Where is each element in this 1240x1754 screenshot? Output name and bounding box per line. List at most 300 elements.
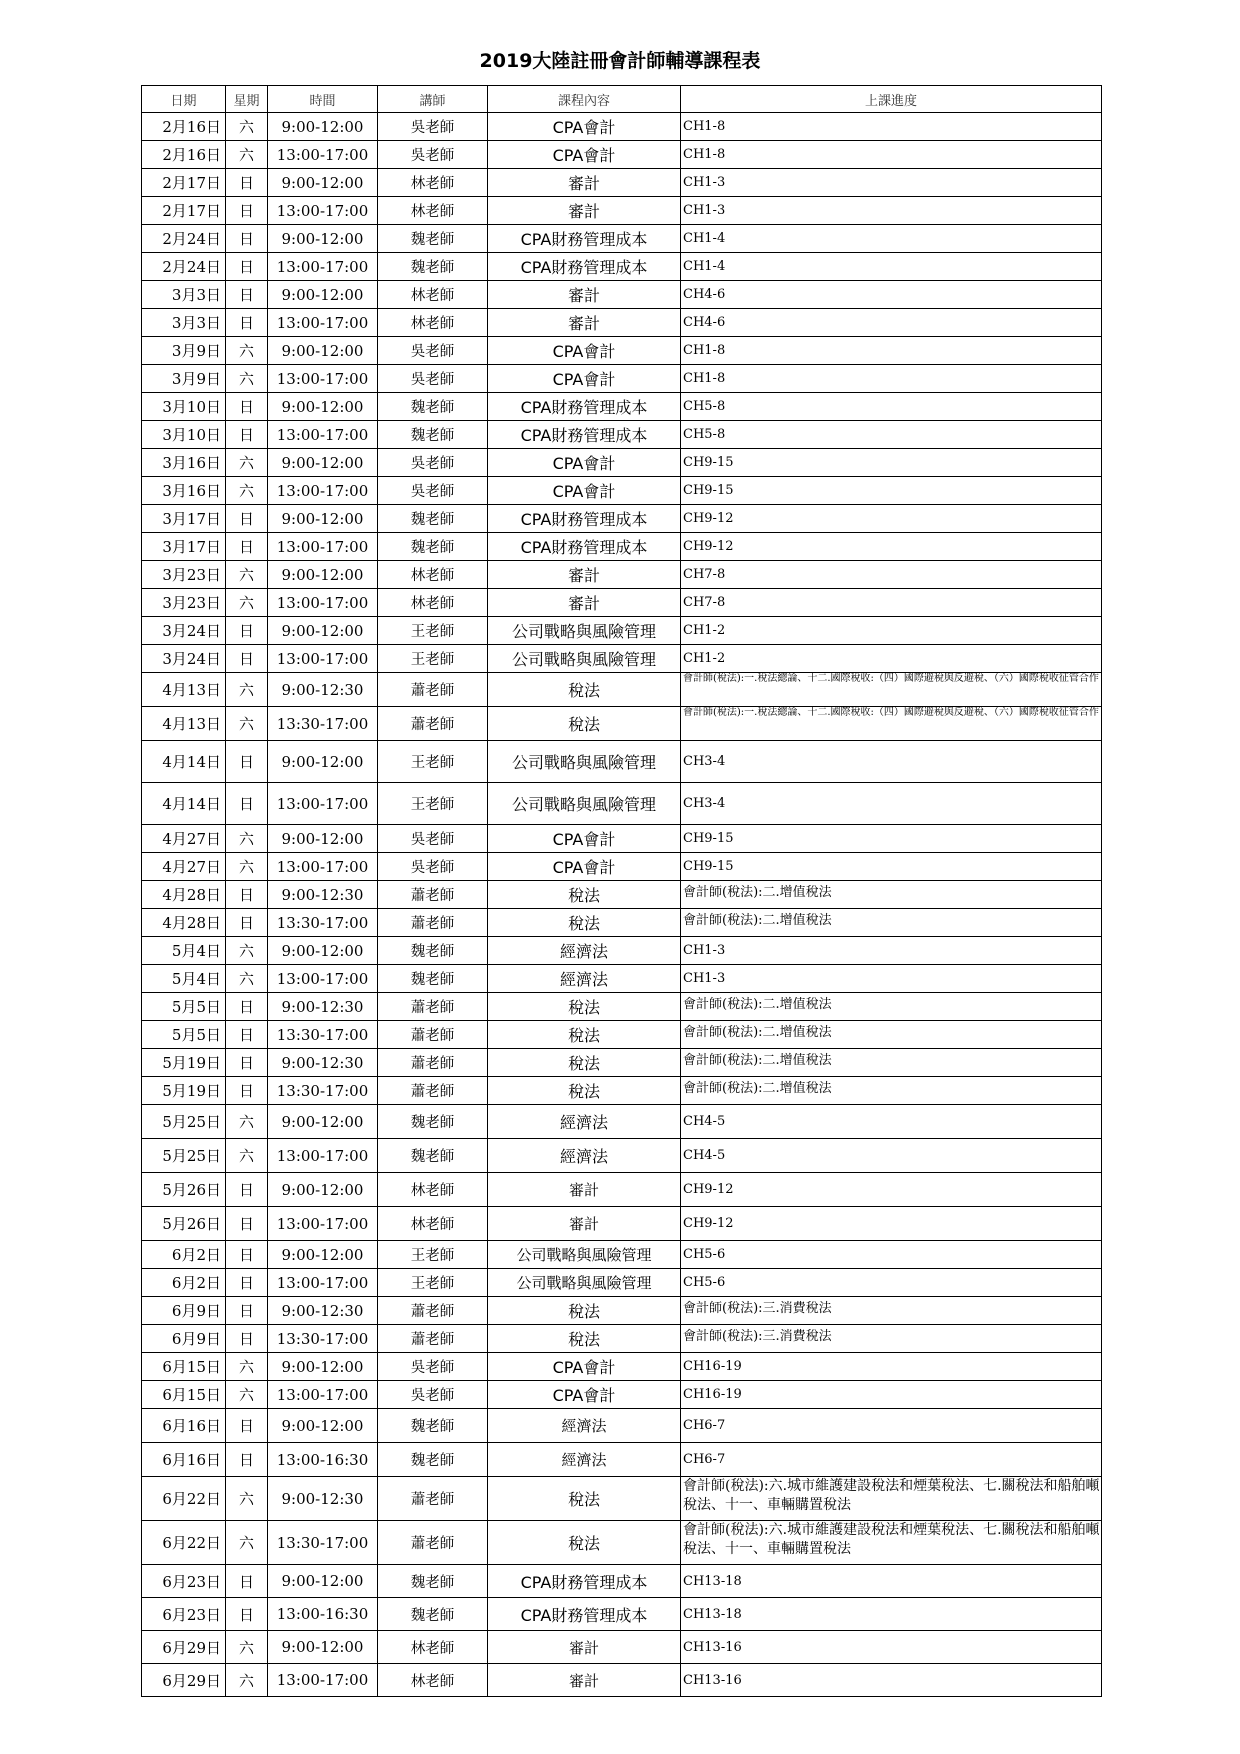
teacher-cell: 林老師 (378, 281, 488, 309)
date-cell: 6月29日 (142, 1631, 226, 1664)
time-cell: 13:00-17:00 (268, 365, 378, 393)
course-cell: 稅法 (488, 673, 681, 707)
teacher-cell: 王老師 (378, 645, 488, 673)
course-cell: 審計 (488, 169, 681, 197)
course-cell: 稅法 (488, 1297, 681, 1325)
progress-cell: CH16-19 (681, 1381, 1102, 1409)
time-cell: 13:00-17:00 (268, 1269, 378, 1297)
table-row (142, 365, 1102, 393)
weekday-cell: 日 (226, 783, 268, 825)
date-cell: 6月2日 (142, 1241, 226, 1269)
teacher-cell: 蕭老師 (378, 1325, 488, 1353)
date-cell: 6月15日 (142, 1353, 226, 1381)
teacher-cell: 林老師 (378, 1664, 488, 1697)
time-cell: 9:00-12:30 (268, 881, 378, 909)
table-row (142, 1105, 1102, 1139)
teacher-cell: 魏老師 (378, 421, 488, 449)
course-cell: 審計 (488, 281, 681, 309)
progress-cell: CH5-6 (681, 1241, 1102, 1269)
teacher-cell: 蕭老師 (378, 673, 488, 707)
table-row (142, 741, 1102, 783)
table-row (142, 1443, 1102, 1477)
header-teacher: 講師 (378, 86, 488, 113)
course-cell: 審計 (488, 1173, 681, 1207)
progress-cell: CH1-8 (681, 337, 1102, 365)
table-row (142, 589, 1102, 617)
weekday-cell: 日 (226, 1077, 268, 1105)
date-cell: 5月26日 (142, 1173, 226, 1207)
progress-cell: CH4-5 (681, 1105, 1102, 1139)
date-cell: 2月16日 (142, 113, 226, 141)
table-row (142, 673, 1102, 707)
progress-cell: CH7-8 (681, 589, 1102, 617)
date-cell: 5月4日 (142, 965, 226, 993)
weekday-cell: 日 (226, 881, 268, 909)
course-cell: CPA會計 (488, 825, 681, 853)
course-cell: 經濟法 (488, 1105, 681, 1139)
table-row (142, 1049, 1102, 1077)
date-cell: 3月23日 (142, 589, 226, 617)
course-cell: 稅法 (488, 993, 681, 1021)
table-row (142, 1297, 1102, 1325)
teacher-cell: 林老師 (378, 589, 488, 617)
header-row (142, 86, 1102, 113)
weekday-cell: 日 (226, 1443, 268, 1477)
progress-cell: CH3-4 (681, 783, 1102, 825)
weekday-cell: 日 (226, 617, 268, 645)
teacher-cell: 蕭老師 (378, 1077, 488, 1105)
time-cell: 9:00-12:00 (268, 393, 378, 421)
time-cell: 13:00-17:00 (268, 533, 378, 561)
progress-cell: 會計師(稅法):六.城市維護建設稅法和煙葉稅法、七.關稅法和船舶噸稅法、十一、車輛購置稅法 (681, 1477, 1102, 1521)
time-cell: 9:00-12:00 (268, 937, 378, 965)
table-row (142, 1381, 1102, 1409)
time-cell: 9:00-12:00 (268, 1241, 378, 1269)
time-cell: 13:00-17:00 (268, 783, 378, 825)
time-cell: 13:00-17:00 (268, 589, 378, 617)
weekday-cell: 日 (226, 1297, 268, 1325)
progress-cell: CH5-8 (681, 393, 1102, 421)
progress-cell: 會計師(稅法):一.稅法總論、十二.國際稅收:（四）國際避稅與反避稅、（六）國際稅收征管合作 (681, 707, 1102, 741)
weekday-cell: 六 (226, 1664, 268, 1697)
weekday-cell: 六 (226, 589, 268, 617)
date-cell: 3月9日 (142, 365, 226, 393)
progress-cell: 會計師(稅法):六.城市維護建設稅法和煙葉稅法、七.關稅法和船舶噸稅法、十一、車輛購置稅法 (681, 1521, 1102, 1565)
table-row (142, 1353, 1102, 1381)
weekday-cell: 日 (226, 1241, 268, 1269)
course-cell: 稅法 (488, 1021, 681, 1049)
date-cell: 3月16日 (142, 449, 226, 477)
teacher-cell: 蕭老師 (378, 1021, 488, 1049)
table-row (142, 505, 1102, 533)
course-cell: CPA會計 (488, 365, 681, 393)
time-cell: 13:00-17:00 (268, 965, 378, 993)
progress-cell: CH1-8 (681, 113, 1102, 141)
date-cell: 3月17日 (142, 505, 226, 533)
table-row (142, 1409, 1102, 1443)
table-row (142, 937, 1102, 965)
weekday-cell: 日 (226, 225, 268, 253)
weekday-cell: 六 (226, 141, 268, 169)
teacher-cell: 魏老師 (378, 1443, 488, 1477)
table-row (142, 1269, 1102, 1297)
teacher-cell: 魏老師 (378, 1565, 488, 1598)
teacher-cell: 林老師 (378, 1631, 488, 1664)
teacher-cell: 蕭老師 (378, 1049, 488, 1077)
weekday-cell: 六 (226, 1521, 268, 1565)
table-row (142, 337, 1102, 365)
teacher-cell: 魏老師 (378, 1409, 488, 1443)
table-row (142, 853, 1102, 881)
weekday-cell: 日 (226, 505, 268, 533)
date-cell: 5月19日 (142, 1049, 226, 1077)
course-cell: CPA會計 (488, 853, 681, 881)
date-cell: 4月13日 (142, 673, 226, 707)
course-cell: 公司戰略與風險管理 (488, 783, 681, 825)
table-row (142, 645, 1102, 673)
teacher-cell: 魏老師 (378, 393, 488, 421)
weekday-cell: 六 (226, 1381, 268, 1409)
date-cell: 3月3日 (142, 281, 226, 309)
time-cell: 9:00-12:00 (268, 225, 378, 253)
course-cell: CPA財務管理成本 (488, 505, 681, 533)
course-cell: CPA財務管理成本 (488, 393, 681, 421)
date-cell: 3月16日 (142, 477, 226, 505)
time-cell: 9:00-12:00 (268, 281, 378, 309)
progress-cell: 會計師(稅法):二.增值稅法 (681, 1049, 1102, 1077)
teacher-cell: 王老師 (378, 1241, 488, 1269)
table-row (142, 393, 1102, 421)
teacher-cell: 蕭老師 (378, 1477, 488, 1521)
course-cell: 審計 (488, 1207, 681, 1241)
teacher-cell: 蕭老師 (378, 881, 488, 909)
progress-cell: CH1-2 (681, 617, 1102, 645)
header-progress: 上課進度 (681, 86, 1102, 113)
progress-cell: 會計師(稅法):二.增值稅法 (681, 993, 1102, 1021)
table-row (142, 1077, 1102, 1105)
course-cell: 經濟法 (488, 965, 681, 993)
date-cell: 5月19日 (142, 1077, 226, 1105)
teacher-cell: 蕭老師 (378, 1297, 488, 1325)
progress-cell: 會計師(稅法):二.增值稅法 (681, 1021, 1102, 1049)
progress-cell: CH13-18 (681, 1598, 1102, 1631)
progress-cell: CH5-6 (681, 1269, 1102, 1297)
weekday-cell: 日 (226, 421, 268, 449)
teacher-cell: 魏老師 (378, 1598, 488, 1631)
time-cell: 9:00-12:30 (268, 1477, 378, 1521)
progress-cell: CH1-8 (681, 141, 1102, 169)
teacher-cell: 魏老師 (378, 505, 488, 533)
time-cell: 9:00-12:30 (268, 993, 378, 1021)
course-cell: 稅法 (488, 1077, 681, 1105)
date-cell: 3月24日 (142, 645, 226, 673)
progress-cell: CH9-12 (681, 1173, 1102, 1207)
table-row (142, 141, 1102, 169)
course-cell: 稅法 (488, 881, 681, 909)
time-cell: 13:00-17:00 (268, 477, 378, 505)
time-cell: 13:00-17:00 (268, 197, 378, 225)
weekday-cell: 六 (226, 825, 268, 853)
course-cell: 經濟法 (488, 1443, 681, 1477)
course-cell: 稅法 (488, 1477, 681, 1521)
date-cell: 4月28日 (142, 909, 226, 937)
time-cell: 9:00-12:30 (268, 1297, 378, 1325)
time-cell: 9:00-12:30 (268, 1049, 378, 1077)
course-cell: CPA財務管理成本 (488, 253, 681, 281)
table-row (142, 707, 1102, 741)
time-cell: 13:30-17:00 (268, 909, 378, 937)
teacher-cell: 魏老師 (378, 253, 488, 281)
weekday-cell: 日 (226, 1207, 268, 1241)
header-date: 日期 (142, 86, 226, 113)
teacher-cell: 蕭老師 (378, 1521, 488, 1565)
teacher-cell: 吳老師 (378, 1381, 488, 1409)
time-cell: 13:00-17:00 (268, 645, 378, 673)
progress-cell: CH1-4 (681, 225, 1102, 253)
date-cell: 6月9日 (142, 1297, 226, 1325)
time-cell: 13:00-16:30 (268, 1443, 378, 1477)
time-cell: 13:00-17:00 (268, 309, 378, 337)
weekday-cell: 日 (226, 169, 268, 197)
progress-cell: CH7-8 (681, 561, 1102, 589)
course-cell: 稅法 (488, 707, 681, 741)
weekday-cell: 六 (226, 1353, 268, 1381)
date-cell: 6月22日 (142, 1477, 226, 1521)
date-cell: 4月14日 (142, 741, 226, 783)
table-row (142, 309, 1102, 337)
progress-cell: 會計師(稅法):三.消費稅法 (681, 1325, 1102, 1353)
table-row (142, 993, 1102, 1021)
date-cell: 3月24日 (142, 617, 226, 645)
date-cell: 5月4日 (142, 937, 226, 965)
time-cell: 9:00-12:00 (268, 825, 378, 853)
course-cell: 經濟法 (488, 1139, 681, 1173)
teacher-cell: 吳老師 (378, 477, 488, 505)
course-cell: CPA財務管理成本 (488, 533, 681, 561)
progress-cell: 會計師(稅法):二.增值稅法 (681, 909, 1102, 937)
progress-cell: 會計師(稅法):三.消費稅法 (681, 1297, 1102, 1325)
time-cell: 13:00-17:00 (268, 421, 378, 449)
progress-cell: CH4-5 (681, 1139, 1102, 1173)
date-cell: 6月16日 (142, 1409, 226, 1443)
date-cell: 5月5日 (142, 993, 226, 1021)
date-cell: 6月2日 (142, 1269, 226, 1297)
progress-cell: CH9-15 (681, 825, 1102, 853)
course-cell: CPA財務管理成本 (488, 225, 681, 253)
course-cell: CPA財務管理成本 (488, 1598, 681, 1631)
table-row (142, 449, 1102, 477)
progress-cell: CH13-18 (681, 1565, 1102, 1598)
header-weekday: 星期 (226, 86, 268, 113)
teacher-cell: 蕭老師 (378, 707, 488, 741)
table-row (142, 909, 1102, 937)
weekday-cell: 六 (226, 965, 268, 993)
schedule-table (141, 85, 1102, 1697)
time-cell: 13:00-17:00 (268, 1381, 378, 1409)
table-row (142, 281, 1102, 309)
table-row (142, 965, 1102, 993)
teacher-cell: 吳老師 (378, 337, 488, 365)
weekday-cell: 日 (226, 253, 268, 281)
course-cell: 公司戰略與風險管理 (488, 617, 681, 645)
time-cell: 13:00-17:00 (268, 1139, 378, 1173)
date-cell: 3月9日 (142, 337, 226, 365)
weekday-cell: 日 (226, 645, 268, 673)
course-cell: CPA會計 (488, 113, 681, 141)
course-cell: 公司戰略與風險管理 (488, 1241, 681, 1269)
teacher-cell: 王老師 (378, 783, 488, 825)
weekday-cell: 日 (226, 1409, 268, 1443)
date-cell: 6月9日 (142, 1325, 226, 1353)
weekday-cell: 六 (226, 853, 268, 881)
course-cell: CPA會計 (488, 337, 681, 365)
teacher-cell: 魏老師 (378, 1105, 488, 1139)
date-cell: 3月17日 (142, 533, 226, 561)
date-cell: 3月23日 (142, 561, 226, 589)
course-cell: 稅法 (488, 1521, 681, 1565)
table-row (142, 1325, 1102, 1353)
table-row (142, 421, 1102, 449)
weekday-cell: 六 (226, 477, 268, 505)
date-cell: 6月16日 (142, 1443, 226, 1477)
progress-cell: CH4-6 (681, 281, 1102, 309)
weekday-cell: 六 (226, 561, 268, 589)
progress-cell: CH13-16 (681, 1631, 1102, 1664)
progress-cell: CH1-4 (681, 253, 1102, 281)
teacher-cell: 林老師 (378, 309, 488, 337)
progress-cell: CH9-15 (681, 449, 1102, 477)
course-cell: 經濟法 (488, 937, 681, 965)
time-cell: 9:00-12:00 (268, 113, 378, 141)
progress-cell: CH1-8 (681, 365, 1102, 393)
teacher-cell: 王老師 (378, 1269, 488, 1297)
date-cell: 2月24日 (142, 225, 226, 253)
time-cell: 13:00-17:00 (268, 1664, 378, 1697)
date-cell: 2月17日 (142, 169, 226, 197)
date-cell: 4月28日 (142, 881, 226, 909)
progress-cell: CH3-4 (681, 741, 1102, 783)
course-cell: 審計 (488, 197, 681, 225)
course-cell: 公司戰略與風險管理 (488, 1269, 681, 1297)
time-cell: 9:00-12:00 (268, 1173, 378, 1207)
time-cell: 9:00-12:00 (268, 1631, 378, 1664)
progress-cell: CH1-3 (681, 965, 1102, 993)
progress-cell: CH1-3 (681, 937, 1102, 965)
time-cell: 9:00-12:00 (268, 337, 378, 365)
teacher-cell: 魏老師 (378, 965, 488, 993)
weekday-cell: 日 (226, 993, 268, 1021)
teacher-cell: 吳老師 (378, 853, 488, 881)
teacher-cell: 王老師 (378, 617, 488, 645)
weekday-cell: 六 (226, 449, 268, 477)
table-row (142, 825, 1102, 853)
weekday-cell: 六 (226, 707, 268, 741)
date-cell: 5月25日 (142, 1105, 226, 1139)
course-cell: CPA財務管理成本 (488, 1565, 681, 1598)
progress-cell: CH6-7 (681, 1443, 1102, 1477)
teacher-cell: 吳老師 (378, 449, 488, 477)
date-cell: 2月16日 (142, 141, 226, 169)
table-row (142, 1664, 1102, 1697)
weekday-cell: 六 (226, 1477, 268, 1521)
course-cell: CPA財務管理成本 (488, 421, 681, 449)
time-cell: 13:30-17:00 (268, 1325, 378, 1353)
time-cell: 13:00-17:00 (268, 853, 378, 881)
course-cell: 審計 (488, 309, 681, 337)
progress-cell: CH9-15 (681, 853, 1102, 881)
time-cell: 9:00-12:00 (268, 1353, 378, 1381)
course-cell: CPA會計 (488, 1381, 681, 1409)
weekday-cell: 六 (226, 1139, 268, 1173)
time-cell: 9:00-12:00 (268, 1565, 378, 1598)
time-cell: 13:30-17:00 (268, 1521, 378, 1565)
table-row (142, 617, 1102, 645)
table-row (142, 1631, 1102, 1664)
table-row (142, 225, 1102, 253)
progress-cell: CH13-16 (681, 1664, 1102, 1697)
teacher-cell: 林老師 (378, 561, 488, 589)
time-cell: 9:00-12:00 (268, 505, 378, 533)
table-row (142, 477, 1102, 505)
teacher-cell: 魏老師 (378, 533, 488, 561)
date-cell: 3月10日 (142, 393, 226, 421)
table-row (142, 1139, 1102, 1173)
table-row (142, 1241, 1102, 1269)
teacher-cell: 吳老師 (378, 113, 488, 141)
course-cell: CPA會計 (488, 477, 681, 505)
date-cell: 4月14日 (142, 783, 226, 825)
table-row (142, 253, 1102, 281)
table-row (142, 561, 1102, 589)
progress-cell: CH5-8 (681, 421, 1102, 449)
time-cell: 9:00-12:00 (268, 1105, 378, 1139)
teacher-cell: 蕭老師 (378, 909, 488, 937)
progress-cell: 會計師(稅法):二.增值稅法 (681, 1077, 1102, 1105)
weekday-cell: 六 (226, 113, 268, 141)
weekday-cell: 日 (226, 1173, 268, 1207)
date-cell: 4月13日 (142, 707, 226, 741)
weekday-cell: 六 (226, 1105, 268, 1139)
teacher-cell: 魏老師 (378, 1139, 488, 1173)
date-cell: 6月23日 (142, 1598, 226, 1631)
table-row (142, 1173, 1102, 1207)
progress-cell: CH9-12 (681, 505, 1102, 533)
time-cell: 9:00-12:00 (268, 1409, 378, 1443)
table-row (142, 1477, 1102, 1521)
date-cell: 5月26日 (142, 1207, 226, 1241)
weekday-cell: 日 (226, 1049, 268, 1077)
teacher-cell: 王老師 (378, 741, 488, 783)
date-cell: 2月17日 (142, 197, 226, 225)
weekday-cell: 日 (226, 1325, 268, 1353)
time-cell: 13:30-17:00 (268, 1077, 378, 1105)
weekday-cell: 日 (226, 309, 268, 337)
teacher-cell: 林老師 (378, 197, 488, 225)
time-cell: 9:00-12:00 (268, 169, 378, 197)
weekday-cell: 六 (226, 365, 268, 393)
weekday-cell: 六 (226, 1631, 268, 1664)
weekday-cell: 日 (226, 197, 268, 225)
time-cell: 13:00-16:30 (268, 1598, 378, 1631)
weekday-cell: 日 (226, 281, 268, 309)
course-cell: 稅法 (488, 1325, 681, 1353)
progress-cell: CH4-6 (681, 309, 1102, 337)
teacher-cell: 吳老師 (378, 365, 488, 393)
course-cell: 審計 (488, 1664, 681, 1697)
teacher-cell: 吳老師 (378, 141, 488, 169)
progress-cell: CH9-12 (681, 1207, 1102, 1241)
weekday-cell: 日 (226, 393, 268, 421)
